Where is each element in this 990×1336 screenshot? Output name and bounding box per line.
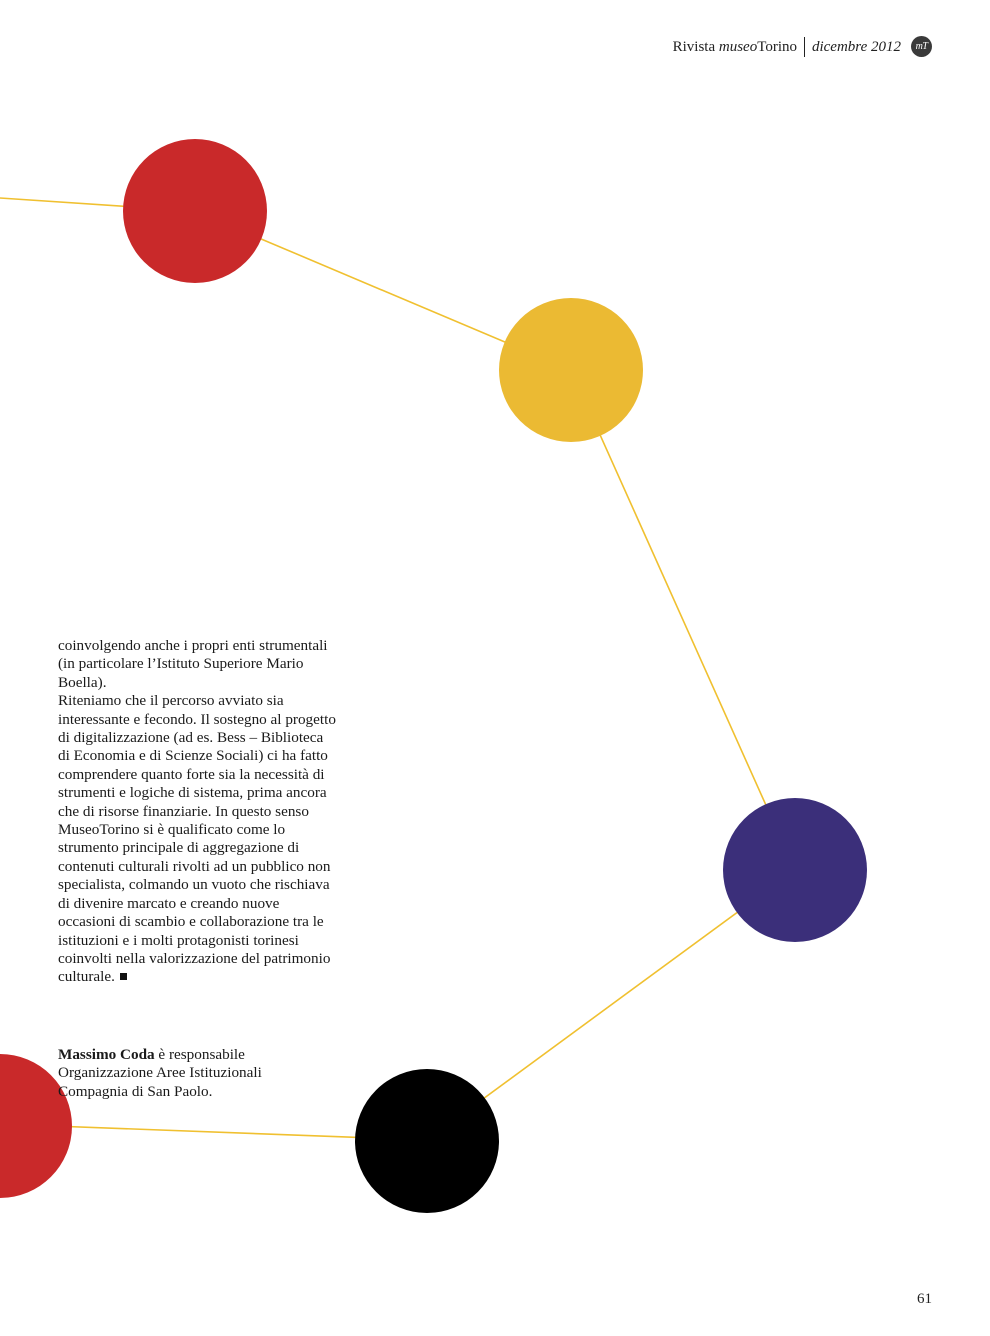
article-paragraph-2-text: Riteniamo che il percorso avviato sia interessante e fecondo. Il sostegno al progetto di digitalizzazione (ad es. Bess – Biblioteca di Economia e di Scienze Sociali) ci ha fatto comprendere quanto forte sia la necessità di strumenti e logiche di sistema, prima ancora che di risorse finanziarie. In questo senso MuseoTorino si è qualificato come lo strumento principale di aggregazione di contenuti culturali rivolti ad un pubblico non specialista, colmando un vuoto che rischiava di divenire marcato e creando nuove occasioni di scambio e collaborazione tra le istituzioni e i molti protagonisti torinesi coinvolti nella valorizzazione del patrimonio culturale.: [58, 692, 336, 986]
author-bio-line-2: Organizzazione Aree Istituzionali: [58, 1064, 262, 1082]
museotorino-logo-icon: mT: [911, 36, 932, 57]
yellow-circle: [499, 298, 643, 442]
author-bio: [58, 1046, 338, 1101]
red-circle-top: [123, 139, 267, 283]
header-museo: museo: [718, 38, 758, 55]
header-rivista: Rivista: [672, 38, 716, 55]
end-of-article-mark: [120, 973, 127, 980]
purple-circle: [723, 798, 867, 942]
article-text: [58, 637, 338, 987]
author-bio-line-1: [58, 1046, 338, 1064]
page-number: 61: [917, 1291, 932, 1307]
article-paragraph-2: [58, 692, 338, 987]
article-paragraph-1: coinvolgendo anche i propri enti strumentali (in particolare l’Istituto Superiore Mario Boella).: [58, 637, 328, 691]
header-torino: Torino: [757, 38, 797, 55]
header-date: dicembre 2012: [811, 38, 901, 55]
author-bio-line-3: Compagnia di San Paolo.: [58, 1082, 213, 1100]
connector-line-yellow-purple: [571, 370, 795, 870]
author-name: Massimo Coda: [58, 1046, 155, 1063]
black-circle: [355, 1069, 499, 1213]
author-role: è responsabile: [154, 1046, 245, 1063]
